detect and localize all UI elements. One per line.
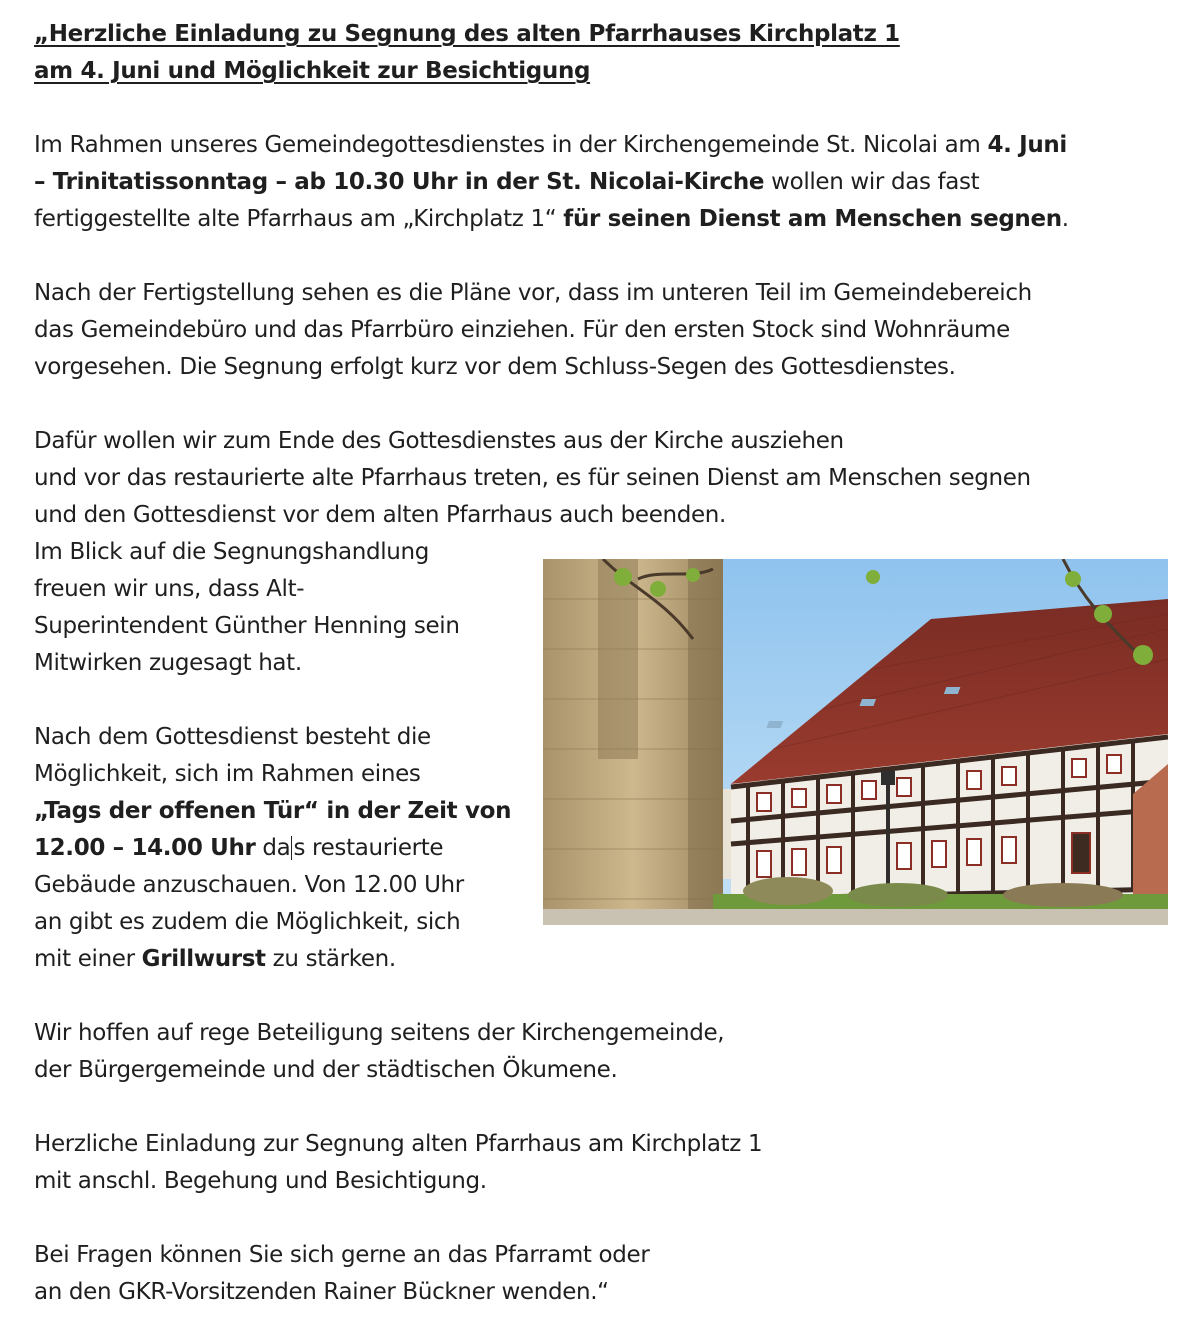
- paragraph-fertigstellung: [34, 275, 1174, 386]
- text-line: mit einer Grillwurst zu stärken.: [34, 946, 396, 972]
- text-line: Superintendent Günther Henning sein: [34, 613, 460, 639]
- photo-pfarrhaus-image: [543, 559, 1168, 925]
- paragraph-beteiligung: [34, 1015, 1174, 1089]
- text-line: Mitwirken zugesagt hat.: [34, 650, 302, 676]
- text-line: fertiggestellte alte Pfarrhaus am „Kirchplatz 1“ für seinen Dienst am Menschen segnen.: [34, 206, 1069, 232]
- text-line: mit anschl. Begehung und Besichtigung.: [34, 1168, 487, 1194]
- text-line: Gebäude anzuschauen. Von 12.00 Uhr: [34, 872, 464, 898]
- text-line: und vor das restaurierte alte Pfarrhaus treten, es für seinen Dienst am Menschen segnen: [34, 465, 1031, 491]
- text-line: an gibt es zudem die Möglichkeit, sich: [34, 909, 461, 935]
- text-line: 12.00 – 14.00 Uhr da s restaurierte: [34, 835, 444, 861]
- document-title-line-2: am 4. Juni und Möglichkeit zur Besichtigung: [34, 58, 591, 84]
- text-line: Wir hoffen auf rege Beteiligung seitens der Kirchengemeinde,: [34, 1020, 725, 1046]
- bold-date: 4. Juni: [987, 132, 1067, 158]
- document-title-line-1: „Herzliche Einladung zu Segnung des alten Pfarrhauses Kirchplatz 1: [34, 21, 900, 47]
- text-line: Nach der Fertigstellung sehen es die Pläne vor, dass im unteren Teil im Gemeindebereich: [34, 280, 1032, 306]
- text-line: das Gemeindebüro und das Pfarrbüro einziehen. Für den ersten Stock sind Wohnräume: [34, 317, 1010, 343]
- text-line: der Bürgergemeinde und der städtischen Ökumene.: [34, 1057, 618, 1083]
- paragraph-fragen: [34, 1237, 1174, 1311]
- text-line: an den GKR-Vorsitzenden Rainer Bückner wenden.“: [34, 1279, 609, 1305]
- text-line: freuen wir uns, dass Alt-: [34, 576, 305, 602]
- text-line: Nach dem Gottesdienst besteht die: [34, 724, 431, 750]
- bold-event-time: 12.00 – 14.00 Uhr: [34, 835, 256, 861]
- bold-event-name: „Tags der offenen Tür“ in der Zeit von: [34, 798, 512, 824]
- bold-time-place: – Trinitatissonntag – ab 10.30 Uhr in der St. Nicolai-Kirche: [34, 169, 765, 195]
- paragraph-einladung: [34, 1126, 1174, 1200]
- paragraph-auszug: [34, 423, 1174, 534]
- photo-pfarrhaus-illustration: [543, 559, 1168, 925]
- text-line: Im Blick auf die Segnungshandlung: [34, 539, 429, 565]
- text-line: Herzliche Einladung zur Segnung alten Pfarrhaus am Kirchplatz 1: [34, 1131, 763, 1157]
- text-line: – Trinitatissonntag – ab 10.30 Uhr in der St. Nicolai-Kirche wollen wir das fast: [34, 169, 980, 195]
- text-line: und den Gottesdienst vor dem alten Pfarrhaus auch beenden.: [34, 502, 726, 528]
- text-line: Im Rahmen unseres Gemeindegottesdienstes in der Kirchengemeinde St. Nicolai am 4. Juni: [34, 132, 1067, 158]
- text-line: Bei Fragen können Sie sich gerne an das Pfarramt oder: [34, 1242, 650, 1268]
- text-line: vorgesehen. Die Segnung erfolgt kurz vor dem Schluss-Segen des Gottesdienstes.: [34, 354, 956, 380]
- bold-grillwurst: Grillwurst: [141, 946, 266, 972]
- paragraph-gottesdienst: [34, 127, 1174, 238]
- text-line: Dafür wollen wir zum Ende des Gottesdienstes aus der Kirche ausziehen: [34, 428, 844, 454]
- text-line: Möglichkeit, sich im Rahmen eines: [34, 761, 421, 787]
- bold-blessing: für seinen Dienst am Menschen segnen: [563, 206, 1062, 232]
